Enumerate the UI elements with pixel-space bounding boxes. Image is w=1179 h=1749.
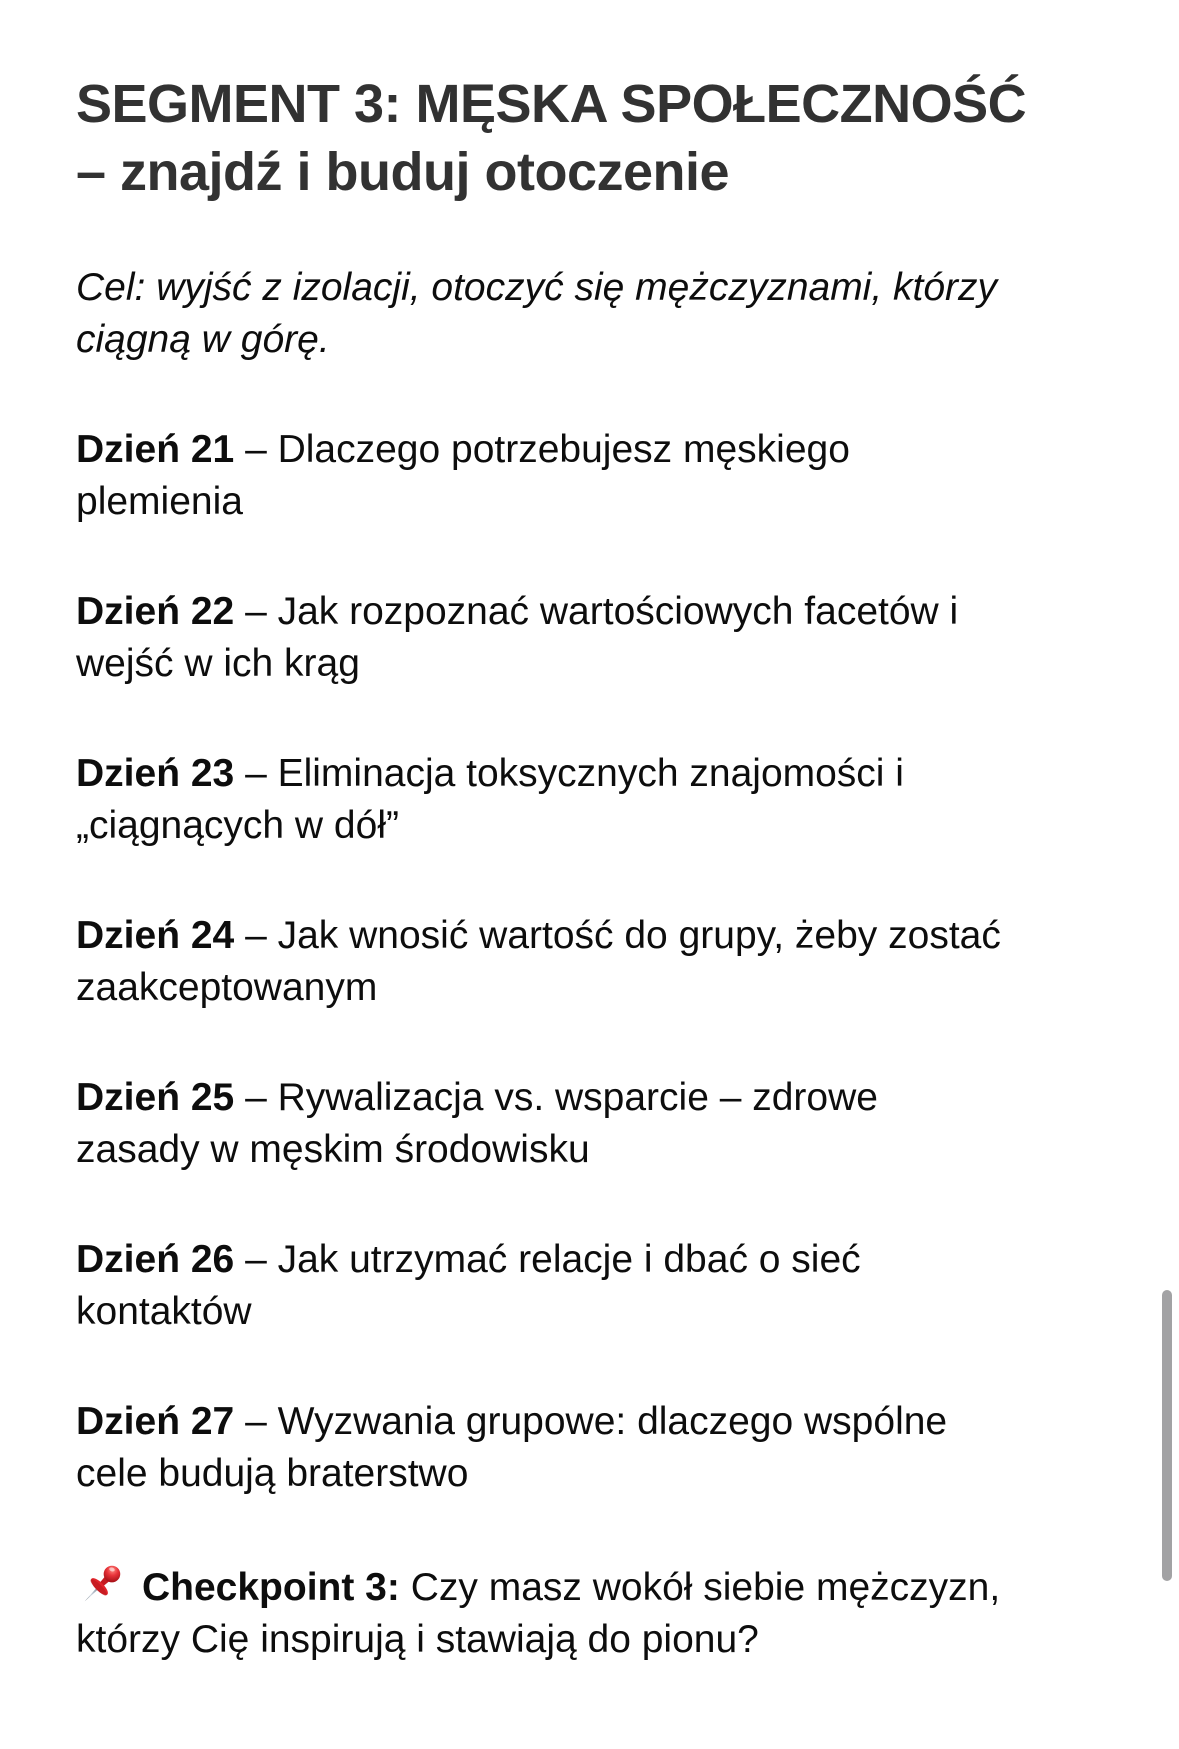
segment-heading-line2: – znajdź i buduj otoczenie: [76, 142, 730, 202]
day-label: Dzień 23: [76, 752, 235, 795]
day-item-23: Dzień 23 – Eliminacja toksycznych znajomości i „ciągnących w dół”: [76, 752, 904, 847]
day-item-21: Dzień 21 – Dlaczego potrzebujesz męskiego plemienia: [76, 428, 850, 523]
segment-heading: [76, 70, 1129, 206]
day-item-22: Dzień 22 – Jak rozpoznać wartościowych facetów i wejść w ich krąg: [76, 590, 959, 685]
checkpoint-label: Checkpoint 3:: [142, 1566, 400, 1609]
day-label: Dzień 22: [76, 590, 235, 633]
day-label: Dzień 21: [76, 428, 235, 471]
day-label: Dzień 25: [76, 1076, 235, 1119]
goal-text: Cel: wyjść z izolacji, otoczyć się mężczyznami, którzy ciągną w górę.: [76, 266, 998, 361]
day-label: Dzień 26: [76, 1238, 235, 1281]
scrollbar-thumb[interactable]: [1162, 1290, 1172, 1581]
day-item-26: Dzień 26 – Jak utrzymać relacje i dbać o sieć kontaktów: [76, 1238, 861, 1333]
day-label: Dzień 27: [76, 1400, 235, 1443]
checkpoint: Checkpoint 3: Czy masz wokół siebie mężczyzn, którzy Cię inspirują i stawiają do pionu?: [76, 1558, 1129, 1666]
day-label: Dzień 24: [76, 914, 235, 957]
segment-heading-line1: SEGMENT 3: MĘSKA SPOŁECZNOŚĆ: [76, 74, 1027, 134]
day-item-24: Dzień 24 – Jak wnosić wartość do grupy, żeby zostać zaakceptowanym: [76, 914, 1001, 1009]
day-item-27: Dzień 27 – Wyzwania grupowe: dlaczego wspólne cele budują braterstwo: [76, 1400, 948, 1495]
pushpin-icon: [76, 1558, 128, 1610]
day-item-25: Dzień 25 – Rywalizacja vs. wsparcie – zdrowe zasady w męskim środowisku: [76, 1076, 878, 1171]
